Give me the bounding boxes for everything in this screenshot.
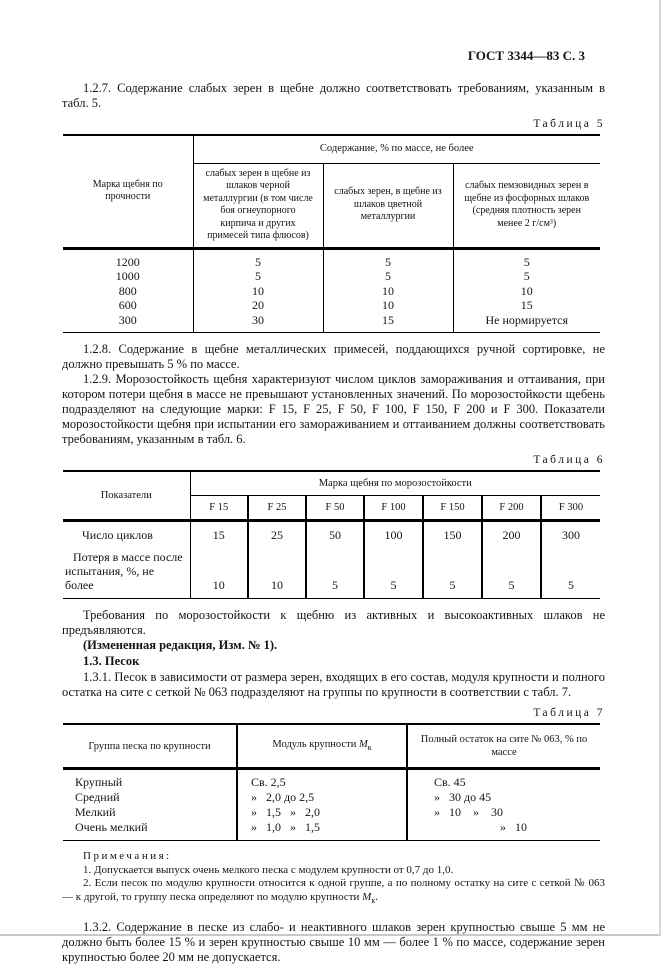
cell: 20 xyxy=(193,298,323,313)
cell: 5 xyxy=(193,248,323,269)
cell: 10 xyxy=(190,547,248,599)
row-label: Потеря в массе после испытания, %, не более xyxy=(63,547,190,599)
table-row xyxy=(63,820,600,841)
cell: 5 xyxy=(523,269,530,283)
cell: » 10 xyxy=(500,820,527,834)
notes-block xyxy=(62,850,605,907)
paragraph-1-2-8: 1.2.8. Содержание в щебне металлических примесей, поддающихся ручной сортировке, не должно превышать 5 % по массе. xyxy=(62,342,605,371)
table7-label: Таблица 7 xyxy=(533,707,605,719)
table6-subheader-f15: F 15 xyxy=(190,496,248,521)
paragraph-frost-exempt: Требования по морозостойкости к щебню из активных и высокоактивных шлаков не предъявляются. xyxy=(62,608,605,637)
paragraph-1-2-9: 1.2.9. Морозостойкость щебня характеризуют числом циклов замораживания и оттаивания, при котором потери щебня в массе не превышают установленных значений. По морозостойкости щебень подразделяют на следующие марки: F 15, F 25, F 50, F 100, F 150, F 200 и F 300. Показатели морозостойкости щебня при испытании его замораживанием и оттаиванием должны соответствовать требованиям, указанным в табл. 6. xyxy=(62,372,605,446)
cell: Мелкий xyxy=(63,805,237,820)
table6 xyxy=(63,470,600,599)
table5-label: Таблица 5 xyxy=(533,118,605,130)
cell: 300 xyxy=(562,528,580,542)
cell: 15 xyxy=(190,521,248,548)
cell: Средний xyxy=(63,790,237,805)
table-row xyxy=(63,248,600,269)
cell: 5 xyxy=(568,578,574,592)
cell: » 2,0 до 2,5 xyxy=(237,790,407,805)
table5-subheader-1: слабых зерен в щебне из шлаков черной металлургии (в том числе боя огнеупорного кирпича и других примесей типа флюсов) xyxy=(193,163,323,248)
table-row xyxy=(63,284,600,299)
table5-subheader-2: слабых зерен, в щебне из шлаков цветной металлургии xyxy=(323,163,453,248)
paragraph-amended: (Измененная редакция, Изм. № 1). xyxy=(83,638,278,652)
cell: » 10 » 30 xyxy=(434,805,503,819)
cell: 25 xyxy=(248,521,306,548)
table-row xyxy=(63,313,600,333)
cell: 100 xyxy=(364,521,423,548)
cell: 10 xyxy=(193,284,323,299)
table6-col1-header: Показатели xyxy=(63,471,190,521)
cell: 1200 xyxy=(63,248,193,269)
cell: 10 xyxy=(248,547,306,599)
cell: 50 xyxy=(306,521,364,548)
note-item-2: 2. Если песок по модулю крупности относится к одной группе, а по полному остатку на сите с сеткой № 063 — к другой, то группу песка определяют по модулю крупности $М_к$. xyxy=(62,877,605,905)
cell: Св. 2,5 xyxy=(237,769,407,791)
table-row xyxy=(63,269,600,284)
table6-subheader-f25: F 25 xyxy=(248,496,306,521)
table7-col3-header: Полный остаток на сите № 063, % по массе xyxy=(420,734,588,758)
cell: Очень мелкий xyxy=(63,820,237,841)
paragraph-1-3-1: 1.3.1. Песок в зависимости от размера зерен, входящих в его состав, модуля крупности и полного остатка на сите с сеткой № 063 подразделяют на группы по крупности в соответствии с табл. 7. xyxy=(62,670,605,699)
cell: 600 xyxy=(63,298,193,313)
table-row xyxy=(63,790,600,805)
cell: 30 xyxy=(193,313,323,333)
table-row xyxy=(63,769,600,791)
cell: 5 xyxy=(323,269,453,284)
cell: » 1,5 » 2,0 xyxy=(237,805,407,820)
cell: 200 xyxy=(482,521,541,548)
table6-subheader-f100: F 100 xyxy=(364,496,423,521)
cell: 1000 xyxy=(63,269,193,284)
cell: 10 xyxy=(520,283,533,298)
table6-group-header: Марка щебня по морозостойкости xyxy=(190,471,600,496)
cell: 5 xyxy=(193,269,323,284)
page-header: ГОСТ 3344—83 С. 3 xyxy=(467,48,585,63)
table7-col2-header: Модуль крупности $М_к$ xyxy=(237,724,407,769)
note-item-1: 1. Допускается выпуск очень мелкого песка с модулем крупности от 0,7 до 1,0. xyxy=(83,863,454,876)
modulus-symbol: М xyxy=(358,738,368,750)
cell: 15 xyxy=(323,313,453,333)
table6-subheader-f300: F 300 xyxy=(558,502,584,513)
table6-subheader-f200: F 200 xyxy=(482,496,541,521)
cell: 5 xyxy=(323,248,453,269)
table-row xyxy=(63,298,600,313)
cell: 5 xyxy=(482,547,541,599)
cell: 10 xyxy=(323,298,453,313)
row-label: Число циклов xyxy=(63,521,190,548)
cell: 150 xyxy=(423,521,482,548)
paragraph-1-2-7: 1.2.7. Содержание слабых зерен в щебне должно соответствовать требованиям, указанным в табл. 5. xyxy=(62,81,605,110)
cell: 15 xyxy=(520,298,533,312)
cell: 5 xyxy=(364,547,423,599)
cell: » 1,0 » 1,5 xyxy=(237,820,407,841)
table5-subheader-3: слабых пемзовидных зерен в щебне из фосфорных шлаков (средняя плотность зерен менее 2 г/см³) xyxy=(464,180,590,229)
table5-group-header: Содержание, % по массе, не более xyxy=(193,135,600,163)
paragraph-1-3-2: 1.3.2. Содержание в песке из слабо- и неактивного шлаков зерен крупностью свыше 5 мм не должно быть более 15 % и зерен крупностью свыше 10 мм — более 1 % по массе, содержание зерен крупностью более 20 мм не допускается. xyxy=(62,920,605,965)
table6-subheader-f150: F 150 xyxy=(423,496,482,521)
cell: 800 xyxy=(63,284,193,299)
cell: 5 xyxy=(423,547,482,599)
heading-1-3: 1.3. Песок xyxy=(83,654,140,668)
modulus-symbol: М xyxy=(362,890,372,903)
table7-col1-header: Группа песка по крупности xyxy=(63,724,237,769)
cell: 5 xyxy=(523,254,530,269)
table-row xyxy=(63,521,600,548)
cell: Крупный xyxy=(63,769,237,791)
cell: Св. 45 xyxy=(434,775,466,789)
cell: » 30 до 45 xyxy=(434,790,492,804)
table6-subheader-f50: F 50 xyxy=(306,496,364,521)
table5-col1-header: Марка щебня по прочности xyxy=(63,135,193,248)
table-row xyxy=(63,547,600,599)
cell: 5 xyxy=(306,547,364,599)
cell: Не нормируется xyxy=(485,312,568,327)
table-row xyxy=(63,805,600,820)
table6-label: Таблица 6 xyxy=(533,454,605,466)
table7 xyxy=(63,723,600,841)
notes-title: Примечания: xyxy=(83,850,172,862)
table5 xyxy=(63,134,600,333)
cell: 10 xyxy=(323,284,453,299)
cell: 300 xyxy=(63,313,193,333)
